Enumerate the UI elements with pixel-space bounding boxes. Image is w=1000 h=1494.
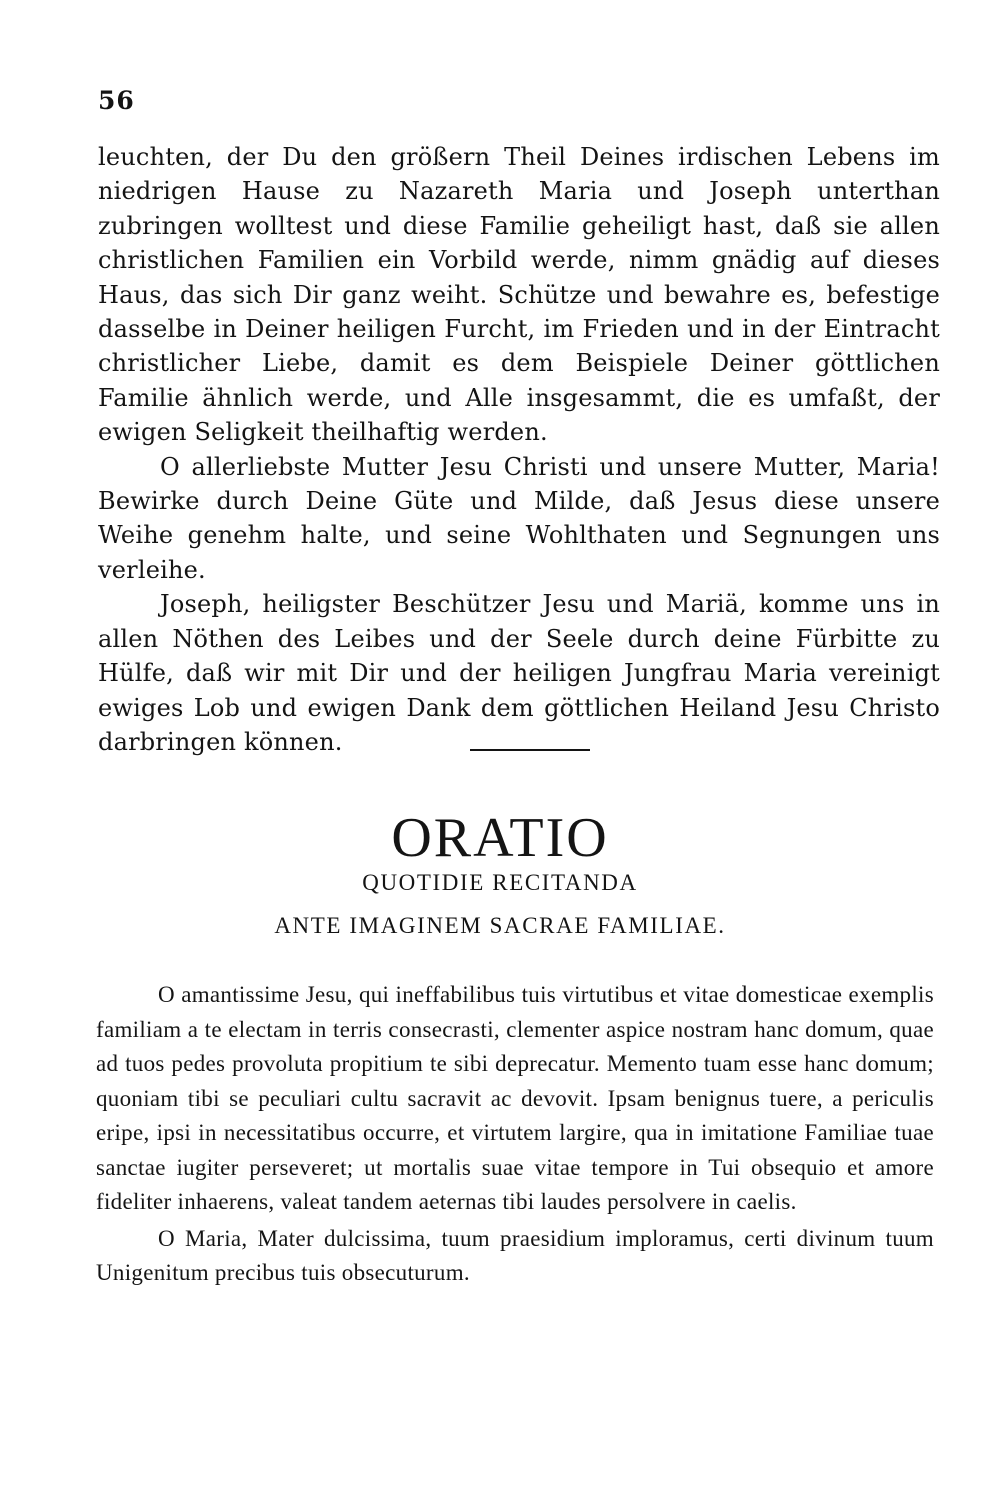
latin-prayer-text bbox=[96, 978, 934, 1291]
german-paragraph-2: O allerliebste Mutter Jesu Christi und unsere Mutter, Maria! Bewirke durch Deine Güte und Milde, daß Jesus diese unsere Weihe genehm halte, und seine Wohlthaten und Segnungen uns verleihe. bbox=[98, 452, 940, 584]
latin-paragraph-1: O amantissime Jesu, qui ineffabilibus tuis virtutibus et vitae domesticae exemplis familiam a te electam in terris consecrasti, clementer aspice nostram hanc domum, quae ad tuos pedes provoluta propitium te sibi deprecatur. Memento tuam esse hanc domum; quoniam tibi se peculiari cultu sacravit ac devovit. Ipsam benignus tuere, a periculis eripe, ipsi in necessitatibus occurre, et virtutem largire, qua in imitatione Familiae tuae sanctae iugiter perseveret; ut mortalis suae vitae tempore in Tui obsequio et amore fideliter inhaerens, valeat tandem aeternas tibi laudes persolvere in caelis. bbox=[96, 982, 934, 1214]
page-number: 56 bbox=[98, 86, 135, 115]
german-prayer-text bbox=[98, 140, 940, 759]
prayer-subtitle-1: QUOTIDIE RECITANDA bbox=[362, 870, 638, 895]
section-divider bbox=[470, 749, 590, 751]
latin-paragraph-2: O Maria, Mater dulcissima, tuum praesidium imploramus, certi divinum tuum Unigenitum precibus tuis obsecuturum. bbox=[96, 1225, 934, 1285]
prayer-subtitle-2: ANTE IMAGINEM SACRAE FAMILIAE. bbox=[274, 913, 726, 938]
prayer-title: ORATIO bbox=[391, 807, 609, 869]
german-paragraph-1: leuchten, der Du den größern Theil Deines irdischen Lebens im niedrigen Hause zu Nazareth Maria und Joseph unterthan zubringen wolltest und diese Familie geheiligt hast, daß sie allen christlichen Familien ein Vorbild werde, nimm gnädig auf dieses Haus, das sich Dir ganz weiht. Schütze und bewahre es, befestige dasselbe in Deiner heiligen Furcht, im Frieden und in der Eintracht christlicher Liebe, damit es dem Beispiele Deiner göttlichen Familie ähnlich werde, und Alle insgesammt, die es umfaßt, der ewigen Seligkeit theilhaftig werden. bbox=[98, 143, 940, 447]
german-paragraph-3: Joseph, heiligster Beschützer Jesu und Mariä, komme uns in allen Nöthen des Leibes und der Seele durch deine Fürbitte zu Hülfe, daß wir mit Dir und der heiligen Jungfrau Maria vereinigt ewiges Lob und ewigen Dank dem göttlichen Heiland Jesu Christo darbringen können. bbox=[98, 590, 940, 756]
